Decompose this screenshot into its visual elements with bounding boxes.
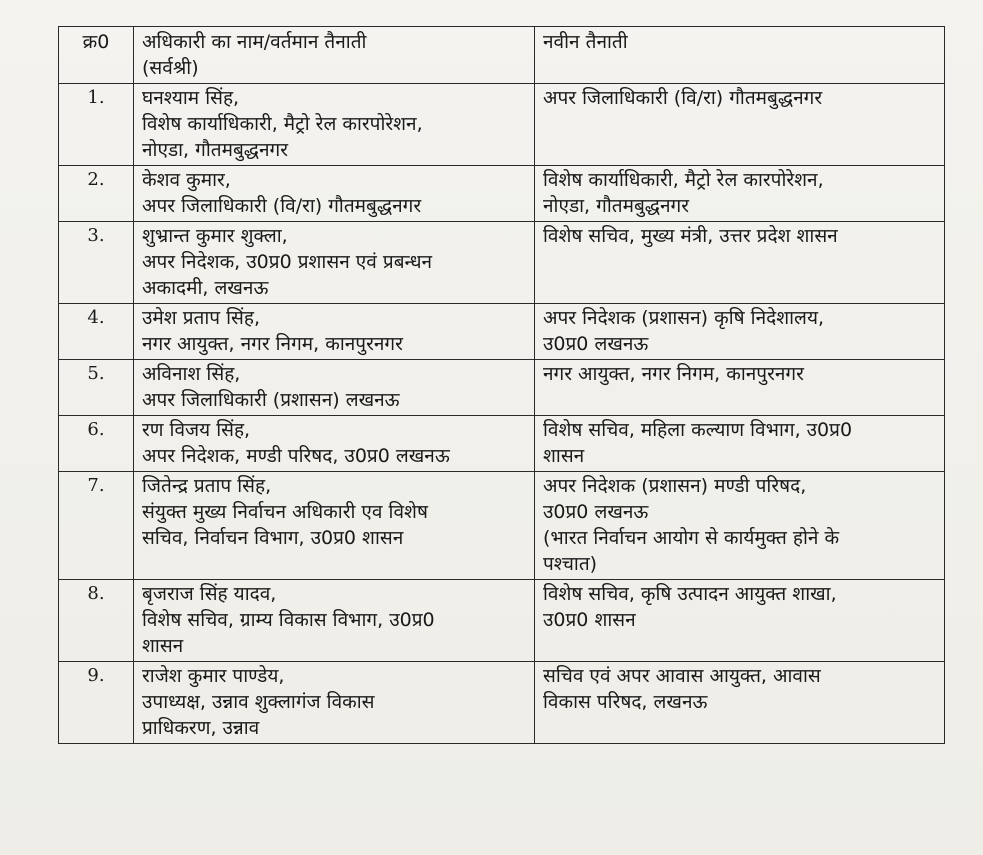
new-posting: [535, 304, 945, 360]
new-posting: [535, 84, 945, 166]
officer-line: घनश्याम सिंह,: [142, 87, 240, 109]
officer-line: विशेष कार्याधिकारी, मैट्रो रेल कारपोरेशन,: [142, 113, 423, 135]
header-officer: [134, 27, 535, 84]
row-serial: 5.: [59, 360, 134, 416]
table-row: [59, 166, 945, 222]
new-posting-line: पश्चात): [543, 553, 598, 575]
officer-line: अपर निदेशक, उ0प्र0 प्रशासन एवं प्रबन्धन: [142, 251, 433, 273]
new-posting-line: नोएडा, गौतमबुद्धनगर: [543, 195, 689, 217]
officer-line: उपाध्यक्ष, उन्नाव शुक्लागंज विकास: [142, 691, 375, 713]
row-serial: 8.: [59, 580, 134, 662]
postings-table: [58, 26, 945, 744]
officer-line: सचिव, निर्वाचन विभाग, उ0प्र0 शासन: [142, 527, 404, 549]
officer-current-posting: [134, 472, 535, 580]
header-serial: [59, 27, 134, 84]
officer-current-posting: [134, 166, 535, 222]
officer-current-posting: [134, 580, 535, 662]
new-posting-line: उ0प्र0 लखनऊ: [543, 333, 649, 355]
officer-line: उमेश प्रताप सिंह,: [142, 307, 261, 329]
row-serial: 2.: [59, 166, 134, 222]
table-row: [59, 416, 945, 472]
officer-line: प्राधिकरण, उन्नाव: [142, 717, 260, 739]
officer-line: नगर आयुक्त, नगर निगम, कानपुरनगर: [142, 333, 403, 355]
new-posting-line: सचिव एवं अपर आवास आयुक्त, आवास: [543, 665, 821, 687]
officer-current-posting: [134, 416, 535, 472]
new-posting-line: नगर आयुक्त, नगर निगम, कानपुरनगर: [543, 363, 804, 385]
new-posting-line: उ0प्र0 शासन: [543, 609, 636, 631]
table-row: [59, 222, 945, 304]
officer-current-posting: [134, 304, 535, 360]
table-row: [59, 360, 945, 416]
officer-line: संयुक्त मुख्य निर्वाचन अधिकारी एव विशेष: [142, 501, 428, 523]
header-officer-line1: अधिकारी का नाम/वर्तमान तैनाती: [142, 31, 367, 53]
officer-line: केशव कुमार,: [142, 169, 231, 191]
new-posting-line: विशेष सचिव, महिला कल्याण विभाग, उ0प्र0: [543, 419, 853, 441]
new-posting-line: विशेष सचिव, कृषि उत्पादन आयुक्त शाखा,: [543, 583, 837, 605]
officer-line: अकादमी, लखनऊ: [142, 277, 269, 299]
table-row: [59, 84, 945, 166]
officer-line: बृजराज सिंह यादव,: [142, 583, 277, 605]
new-posting-line: अपर निदेशक (प्रशासन) कृषि निदेशालय,: [543, 307, 825, 329]
table-row: [59, 472, 945, 580]
new-posting-line: विशेष सचिव, मुख्य मंत्री, उत्तर प्रदेश शासन: [543, 225, 838, 247]
row-serial: 3.: [59, 222, 134, 304]
header-new-posting: [535, 27, 945, 84]
officer-line: अपर जिलाधिकारी (वि/रा) गौतमबुद्धनगर: [142, 195, 422, 217]
officer-current-posting: [134, 662, 535, 744]
new-posting: [535, 472, 945, 580]
header-serial-text: क्र0: [82, 31, 110, 53]
officer-current-posting: [134, 222, 535, 304]
row-serial: 7.: [59, 472, 134, 580]
new-posting-line: अपर जिलाधिकारी (वि/रा) गौतमबुद्धनगर: [543, 87, 823, 109]
row-serial: 6.: [59, 416, 134, 472]
new-posting: [535, 580, 945, 662]
new-posting: [535, 166, 945, 222]
new-posting-line: शासन: [543, 445, 585, 467]
table-row: [59, 662, 945, 744]
row-serial: 9.: [59, 662, 134, 744]
officer-line: अपर निदेशक, मण्डी परिषद, उ0प्र0 लखनऊ: [142, 445, 450, 467]
new-posting: [535, 416, 945, 472]
officer-line: अपर जिलाधिकारी (प्रशासन) लखनऊ: [142, 389, 400, 411]
officer-line: अविनाश सिंह,: [142, 363, 241, 385]
officer-line: नोएडा, गौतमबुद्धनगर: [142, 139, 288, 161]
header-officer-line2: (सर्वश्री): [142, 57, 199, 79]
officer-current-posting: [134, 360, 535, 416]
officer-current-posting: [134, 84, 535, 166]
new-posting-line: विकास परिषद, लखनऊ: [543, 691, 708, 713]
row-serial: 1.: [59, 84, 134, 166]
officer-line: जितेन्द्र प्रताप सिंह,: [142, 475, 272, 497]
row-serial: 4.: [59, 304, 134, 360]
header-row: [59, 27, 945, 84]
new-posting-line: (भारत निर्वाचन आयोग से कार्यमुक्त होने के: [543, 527, 840, 549]
new-posting: [535, 360, 945, 416]
officer-line: रण विजय सिंह,: [142, 419, 251, 441]
officer-line: राजेश कुमार पाण्डेय,: [142, 665, 285, 687]
officer-line: शुभ्रान्त कुमार शुक्ला,: [142, 225, 288, 247]
new-posting: [535, 662, 945, 744]
table-header: [59, 27, 945, 84]
new-posting-line: विशेष कार्याधिकारी, मैट्रो रेल कारपोरेशन,: [543, 169, 824, 191]
officer-line: विशेष सचिव, ग्राम्य विकास विभाग, उ0प्र0: [142, 609, 435, 631]
table-row: [59, 580, 945, 662]
officer-line: शासन: [142, 635, 184, 657]
new-posting-line: उ0प्र0 लखनऊ: [543, 501, 649, 523]
table-row: [59, 304, 945, 360]
header-new-posting-text: नवीन तैनाती: [543, 31, 628, 53]
new-posting: [535, 222, 945, 304]
new-posting-line: अपर निदेशक (प्रशासन) मण्डी परिषद,: [543, 475, 807, 497]
table-body: [59, 84, 945, 744]
